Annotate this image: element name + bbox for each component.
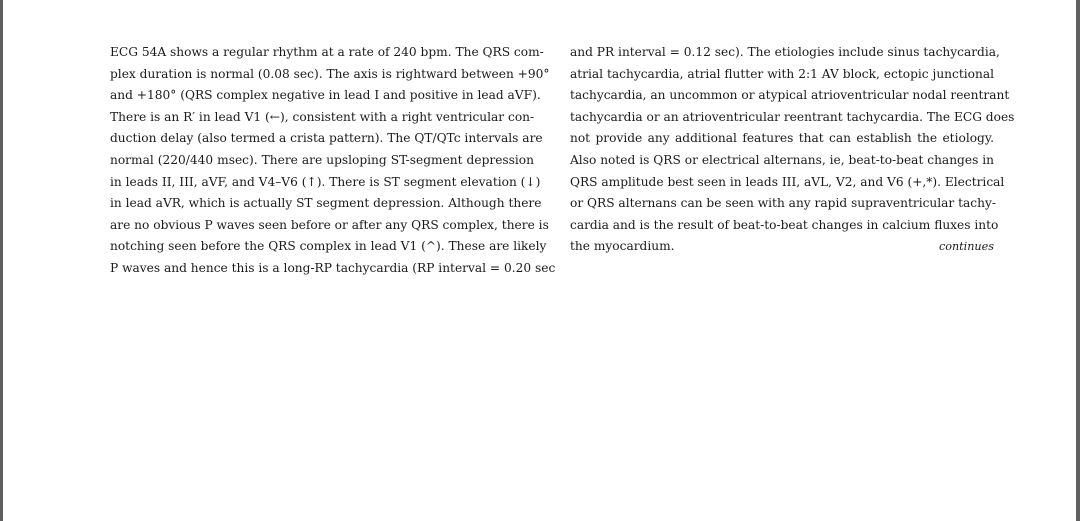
text-line: in leads II, III, aVF, and V4–V6 (↑). There is ST segment elevation (↓)	[110, 174, 541, 189]
text-line: P waves and hence this is a long-RP tachycardia (RP interval = 0.20 sec	[110, 260, 556, 275]
right-text-column	[570, 42, 1015, 258]
text-line-last	[570, 236, 994, 258]
continues-label: continues	[938, 240, 994, 254]
text-line: cardia and is the result of beat-to-beat changes in calcium fluxes into	[570, 217, 999, 232]
text-line: QRS amplitude best seen in leads III, aVL, V2, and V6 (+,*). Electrical	[570, 174, 1005, 189]
text-line: Also noted is QRS or electrical alternans, ie, beat-to-beat changes in	[570, 152, 994, 167]
text-line: tachycardia or an atrioventricular reentrant tachycardia. The ECG does	[570, 109, 1015, 124]
text-line: or QRS alternans can be seen with any rapid supraventricular tachy-	[570, 196, 996, 211]
text-line: plex duration is normal (0.08 sec). The axis is rightward between +90°	[110, 66, 550, 81]
text-line: ECG 54A shows a regular rhythm at a rate of 240 bpm. The QRS com-	[110, 45, 544, 59]
text-line: in lead aVR, which is actually ST segment depression. Although there	[110, 196, 542, 211]
text-line: atrial tachycardia, atrial flutter with 2:1 AV block, ectopic junctional	[570, 66, 994, 81]
text-line: tachycardia, an uncommon or atypical atrioventricular nodal reentrant	[570, 88, 1010, 103]
text-line: not provide any additional features that can establish the etiology.	[570, 131, 994, 146]
text-line: and +180° (QRS complex negative in lead I and positive in lead aVF).	[110, 88, 541, 103]
text-line: are no obvious P waves seen before or after any QRS complex, there is	[110, 217, 549, 232]
left-text-column	[110, 42, 556, 280]
text-line: duction delay (also termed a crista pattern). The QT/QTc intervals are	[110, 131, 543, 146]
text-line: and PR interval = 0.12 sec). The etiologies include sinus tachycardia,	[570, 45, 1000, 59]
text-line: notching seen before the QRS complex in lead V1 (^). These are likely	[110, 239, 547, 254]
text-line: normal (220/440 msec). There are upsloping ST-segment depression	[110, 152, 534, 167]
document-page	[3, 0, 1076, 521]
text-line: There is an R′ in lead V1 (←), consistent with a right ventricular con-	[110, 109, 535, 124]
last-line-text: the myocardium.	[570, 239, 675, 254]
